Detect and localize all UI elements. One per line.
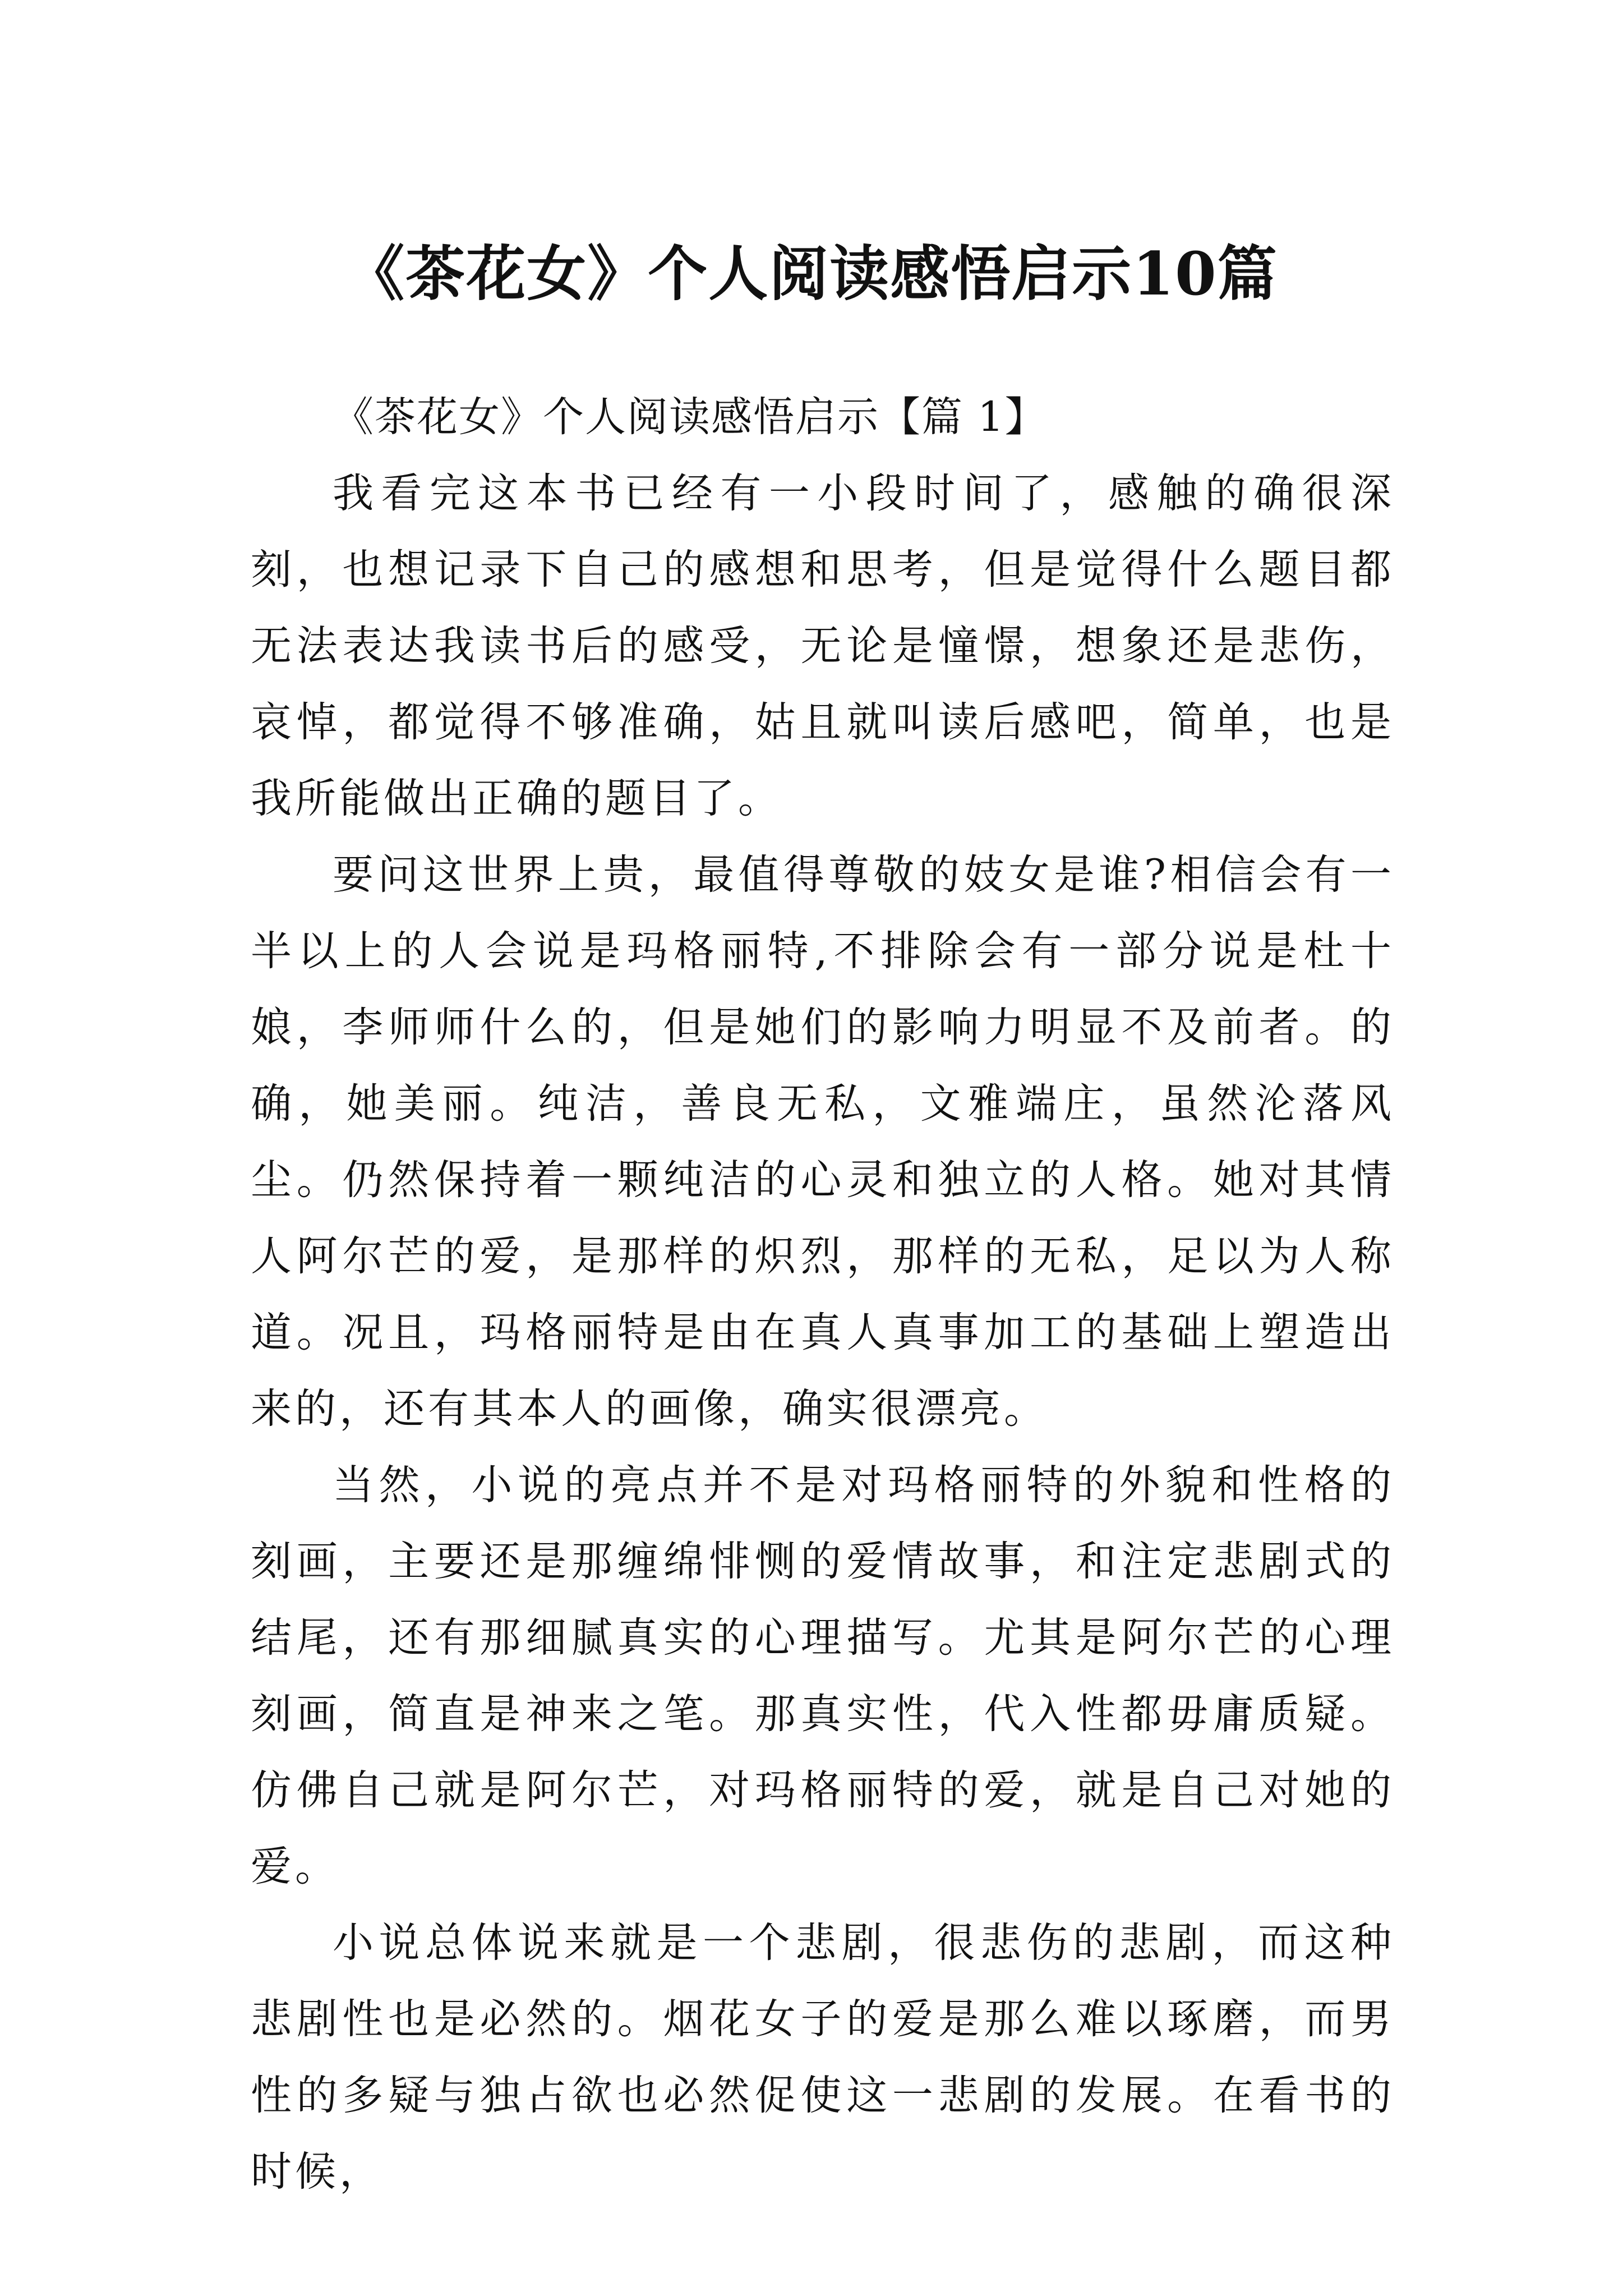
document-title: 《茶花女》个人阅读感悟启示10篇 xyxy=(345,238,1278,309)
paragraph-3: 当然，小说的亮点并不是对玛格丽特的外貌和性格的刻画，主要还是那缠绵悱恻的爱情故事，和注定悲剧式的结尾，还有那细腻真实的心理描写。尤其是阿尔芒的心理刻画，简直是神来之笔。那真实性，代入性都毋庸质疑。仿佛自己就是阿尔芒，对玛格丽特的爱，就是自己对她的爱。 xyxy=(251,1461,1395,1890)
article-body xyxy=(251,379,1395,2210)
paragraph-2: 要问这世界上贵，最值得尊敬的妓女是谁?相信会有一半以上的人会说是玛格丽特,不排除会有一部分说是杜十娘，李师师什么的，但是她们的影响力明显不及前者。的确，她美丽。纯洁，善良无私，文雅端庄，虽然沦落风尘。仍然保持着一颗纯洁的心灵和独立的人格。她对其情人阿尔芒的爱，是那样的炽烈，那样的无私，足以为人称道。况且，玛格丽特是由在真人真事加工的基础上塑造出来的，还有其本人的画像，确实很漂亮。 xyxy=(251,851,1395,1433)
paragraph-4: 小说总体说来就是一个悲剧，很悲伤的悲剧，而这种悲剧性也是必然的。烟花女子的爱是那么难以琢磨，而男性的多疑与独占欲也必然促使这一悲剧的发展。在看书的时候， xyxy=(251,1919,1395,2196)
paragraph-1: 我看完这本书已经有一小段时间了，感触的确很深刻，也想记录下自己的感想和思考，但是觉得什么题目都无法表达我读书后的感受，无论是憧憬，想象还是悲伤，哀悼，都觉得不够准确，姑且就叫读后感吧，简单，也是我所能做出正确的题目了。 xyxy=(251,470,1395,822)
section-heading: 《茶花女》个人阅读感悟启示【篇 1】 xyxy=(333,393,1047,441)
